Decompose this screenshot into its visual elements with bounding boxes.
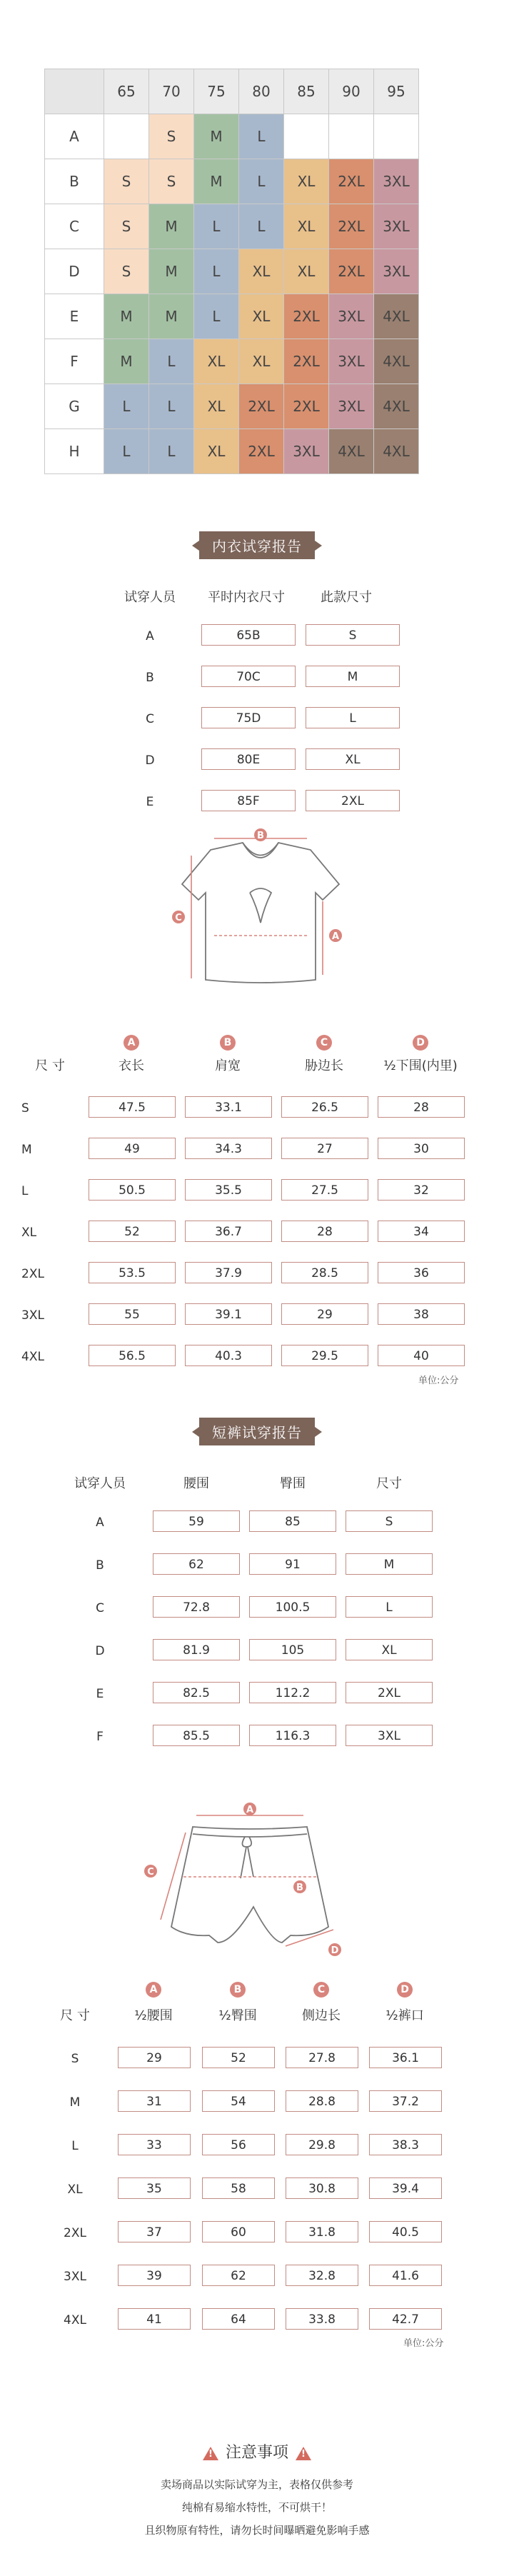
diagram-marker-d: D [331,1945,339,1956]
cup-header: C [45,204,104,249]
fit-size-box: 3XL [346,1725,433,1746]
size-cell: 2XL [284,294,329,339]
column-header: 侧边长 [302,2008,341,2023]
size-cell: 2XL [329,249,374,294]
size-label: 4XL [64,2313,86,2327]
column-marker: B [220,1035,236,1051]
hip-box: 100.5 [249,1596,336,1618]
measure-box: 31 [118,2090,191,2112]
measure-box: 29 [118,2047,191,2068]
measure-box: 49 [89,1138,176,1159]
column-header: ½腰围 [134,2008,173,2023]
size-cell [104,114,149,159]
measure-box: 37.9 [185,1262,272,1283]
fit-size-box: 2XL [346,1682,433,1703]
shorts-report-title-text: 短裤试穿报告 [199,1418,315,1445]
size-cell: 2XL [239,384,284,429]
size-cell: 4XL [374,384,419,429]
column-header: 臀围 [280,1476,306,1491]
size-label: XL [67,2182,83,2197]
size-cell: M [149,204,194,249]
size-label: M [21,1143,32,1157]
size-cell [284,114,329,159]
tester-label: B [146,671,154,685]
cup-header: F [45,339,104,384]
measure-box: 26.5 [281,1096,368,1118]
top-measurement-diagram [157,828,364,993]
size-cell: L [104,429,149,474]
tester-label: A [146,629,154,643]
measure-box: 47.5 [89,1096,176,1118]
measure-box: 35.5 [185,1179,272,1201]
usual-size-box: 75D [201,707,296,728]
column-marker: B [230,1982,246,1998]
size-label: 2XL [64,2226,86,2240]
fit-size-box: S [346,1510,433,1532]
cup-header: E [45,294,104,339]
unit-label: 单位:公分 [418,1375,459,1386]
measure-box: 28.5 [281,1262,368,1283]
size-cell: XL [284,249,329,294]
size-cell: XL [239,339,284,384]
size-cell: XL [194,339,239,384]
fit-size-box: S [306,624,400,646]
shorts-measurement-diagram [132,1800,368,1960]
size-cell: M [104,294,149,339]
size-cell: XL [284,204,329,249]
cup-header: G [45,384,104,429]
column-marker: D [413,1035,428,1051]
column-marker: C [313,1982,329,1998]
size-label: L [21,1184,29,1198]
measure-box: 29 [281,1303,368,1325]
hip-box: 116.3 [249,1725,336,1746]
measure-box: 37 [118,2221,191,2242]
column-header: 肩宽 [215,1058,241,1073]
column-header: 此款尺寸 [321,590,372,605]
size-cell [374,114,419,159]
size-cell: 4XL [374,429,419,474]
size-cell: 3XL [374,249,419,294]
band-header: 70 [149,69,194,114]
measure-box: 39.1 [185,1303,272,1325]
measure-box: 33.8 [286,2308,358,2330]
waist-box: 59 [153,1510,240,1532]
measure-box: 39.4 [369,2177,442,2199]
measure-box: 33.1 [185,1096,272,1118]
tester-label: F [96,1730,104,1744]
size-label: L [71,2139,79,2153]
size-cell: L [194,249,239,294]
measure-box: 39 [118,2265,191,2286]
measure-box: 36 [378,1262,465,1283]
size-label: M [69,2095,81,2110]
band-header: 65 [104,69,149,114]
fit-size-box: L [346,1596,433,1618]
size-cell: L [239,159,284,204]
tester-label: C [96,1601,104,1615]
notice-title: 注意事项 [225,2444,288,2462]
notice-line: 纯棉有易缩水特性，不可烘干！ [181,2501,332,2514]
tester-label: E [146,795,154,809]
size-cell: S [104,249,149,294]
tester-label: D [95,1644,105,1658]
measure-box: 27.5 [281,1179,368,1201]
cup-header: B [45,159,104,204]
fit-size-box: 2XL [306,790,400,811]
usual-size-box: 85F [201,790,296,811]
diagram-marker-c: C [175,913,182,923]
waist-box: 85.5 [153,1725,240,1746]
diagram-marker-a: A [331,931,340,942]
grid-corner [45,69,104,114]
size-cell: L [239,114,284,159]
band-header: 75 [194,69,239,114]
measure-box: 38 [378,1303,465,1325]
size-cell: M [194,114,239,159]
size-cell: 3XL [329,339,374,384]
size-cell: 3XL [329,384,374,429]
measure-box: 36.7 [185,1221,272,1242]
fit-size-box: M [306,666,400,687]
measure-box: 52 [202,2047,275,2068]
size-cell: 4XL [374,294,419,339]
measure-box: 60 [202,2221,275,2242]
cup-header: D [45,249,104,294]
measure-box: 36.1 [369,2047,442,2068]
notice-line: 卖场商品以实际试穿为主，表格仅供参考 [160,2478,353,2491]
measure-box: 40.5 [369,2221,442,2242]
size-cell: L [194,294,239,339]
measure-box: 28 [281,1221,368,1242]
column-marker: A [124,1035,139,1051]
size-chart-grid [44,69,419,474]
waist-box: 62 [153,1553,240,1575]
measure-box: 33 [118,2134,191,2155]
size-label: 4XL [21,1350,44,1364]
size-cell: 4XL [329,429,374,474]
measure-box: 30 [378,1138,465,1159]
usual-size-box: 80E [201,748,296,770]
top-report-title-text: 内衣试穿报告 [199,531,315,559]
measure-box: 28.8 [286,2090,358,2112]
size-cell: XL [284,159,329,204]
measure-box: 64 [202,2308,275,2330]
size-cell: 2XL [329,159,374,204]
size-cell: XL [239,294,284,339]
measure-box: 50.5 [89,1179,176,1201]
size-cell: L [149,339,194,384]
diagram-marker-b: B [257,831,264,841]
measure-box: 52 [89,1221,176,1242]
size-cell: S [104,159,149,204]
column-header: 尺寸 [376,1476,402,1491]
size-cell: L [149,429,194,474]
diagram-marker-a: A [246,1805,254,1815]
measure-box: 41 [118,2308,191,2330]
column-header: 腰围 [183,1476,209,1491]
size-cell: 2XL [284,339,329,384]
measure-box: 40.3 [185,1345,272,1366]
column-marker: A [146,1982,161,1998]
size-cell: L [104,384,149,429]
size-cell: 3XL [374,204,419,249]
usual-size-box: 70C [201,666,296,687]
column-header: ½下围(内里) [383,1058,458,1073]
tester-label: B [96,1558,104,1573]
waist-box: 81.9 [153,1639,240,1660]
measure-box: 34 [378,1221,465,1242]
size-cell: 3XL [284,429,329,474]
measure-box: 27.8 [286,2047,358,2068]
measure-box: 56 [202,2134,275,2155]
fit-size-box: XL [306,748,400,770]
measure-box: 41.6 [369,2265,442,2286]
top-garment-outline [182,843,339,983]
size-cell: L [239,204,284,249]
size-cell: XL [194,384,239,429]
size-cell: 2XL [284,384,329,429]
warning-icon: ! [296,2447,311,2460]
band-header: 85 [284,69,329,114]
measure-box: 35 [118,2177,191,2199]
shorts-report-title [0,1418,514,1445]
measure-box: 30.8 [286,2177,358,2199]
top-report-title [0,531,514,559]
tester-label: D [145,753,155,768]
measure-box: 29.5 [281,1345,368,1366]
diagram-marker-b: B [296,1883,303,1893]
size-cell: XL [239,249,284,294]
band-header: 90 [329,69,374,114]
hip-box: 85 [249,1510,336,1532]
size-cell: 3XL [374,159,419,204]
size-cell: M [194,159,239,204]
column-marker: C [316,1035,332,1051]
measure-box: 38.3 [369,2134,442,2155]
measure-box: 31.8 [286,2221,358,2242]
size-label: 3XL [64,2270,86,2284]
unit-label: 单位:公分 [403,2338,444,2349]
tester-label: A [96,1515,104,1530]
column-header: 平时内衣尺寸 [208,590,285,605]
measure-box: 29.8 [286,2134,358,2155]
measure-box: 34.3 [185,1138,272,1159]
size-cell: 2XL [239,429,284,474]
hip-box: 105 [249,1639,336,1660]
measure-box: 40 [378,1345,465,1366]
hip-box: 91 [249,1553,336,1575]
size-cell: L [194,204,239,249]
size-label: XL [21,1226,37,1240]
fit-size-box: XL [346,1639,433,1660]
column-header: ½裤口 [386,2008,424,2023]
size-column-label: 尺 寸 [60,2008,90,2023]
size-cell: S [149,114,194,159]
size-cell: S [149,159,194,204]
band-header: 80 [239,69,284,114]
size-label: S [21,1101,29,1116]
usual-size-box: 65B [201,624,296,646]
column-header: ½臀围 [218,2008,257,2023]
measure-box: 53.5 [89,1262,176,1283]
warning-icon: ! [203,2447,218,2460]
measure-box: 54 [202,2090,275,2112]
size-cell: M [149,249,194,294]
measure-box: 32.8 [286,2265,358,2286]
measure-box: 32 [378,1179,465,1201]
notice-heading [0,2440,514,2462]
band-header: 95 [374,69,419,114]
waist-box: 72.8 [153,1596,240,1618]
column-header: 衣长 [119,1058,144,1073]
size-cell: 3XL [329,294,374,339]
size-cell: M [104,339,149,384]
measure-box: 28 [378,1096,465,1118]
waist-box: 82.5 [153,1682,240,1703]
measure-box: 58 [202,2177,275,2199]
cup-header: H [45,429,104,474]
size-label: S [71,2052,79,2066]
size-label: 3XL [21,1308,44,1323]
fit-size-box: M [346,1553,433,1575]
tester-label: E [96,1687,104,1701]
column-header: 胁边长 [305,1058,343,1073]
tester-label: C [146,712,154,726]
size-cell: L [149,384,194,429]
measure-box: 62 [202,2265,275,2286]
measure-box: 37.2 [369,2090,442,2112]
size-column-label: 尺 寸 [35,1058,65,1073]
notice-line: 且织物原有特性，请勿长时间曝晒避免影响手感 [144,2524,370,2537]
size-cell: S [104,204,149,249]
measure-box: 56.5 [89,1345,176,1366]
size-cell: XL [194,429,239,474]
size-cell: 4XL [374,339,419,384]
size-cell: 2XL [329,204,374,249]
column-header: 试穿人员 [74,1476,126,1491]
size-label: 2XL [21,1267,44,1281]
measure-box: 27 [281,1138,368,1159]
size-cell [329,114,374,159]
cup-header: A [45,114,104,159]
fit-size-box: L [306,707,400,728]
column-marker: D [397,1982,413,1998]
hip-box: 112.2 [249,1682,336,1703]
measure-box: 42.7 [369,2308,442,2330]
size-cell: M [149,294,194,339]
measure-box: 55 [89,1303,176,1325]
diagram-marker-c: C [147,1867,154,1878]
column-header: 试穿人员 [124,590,176,605]
